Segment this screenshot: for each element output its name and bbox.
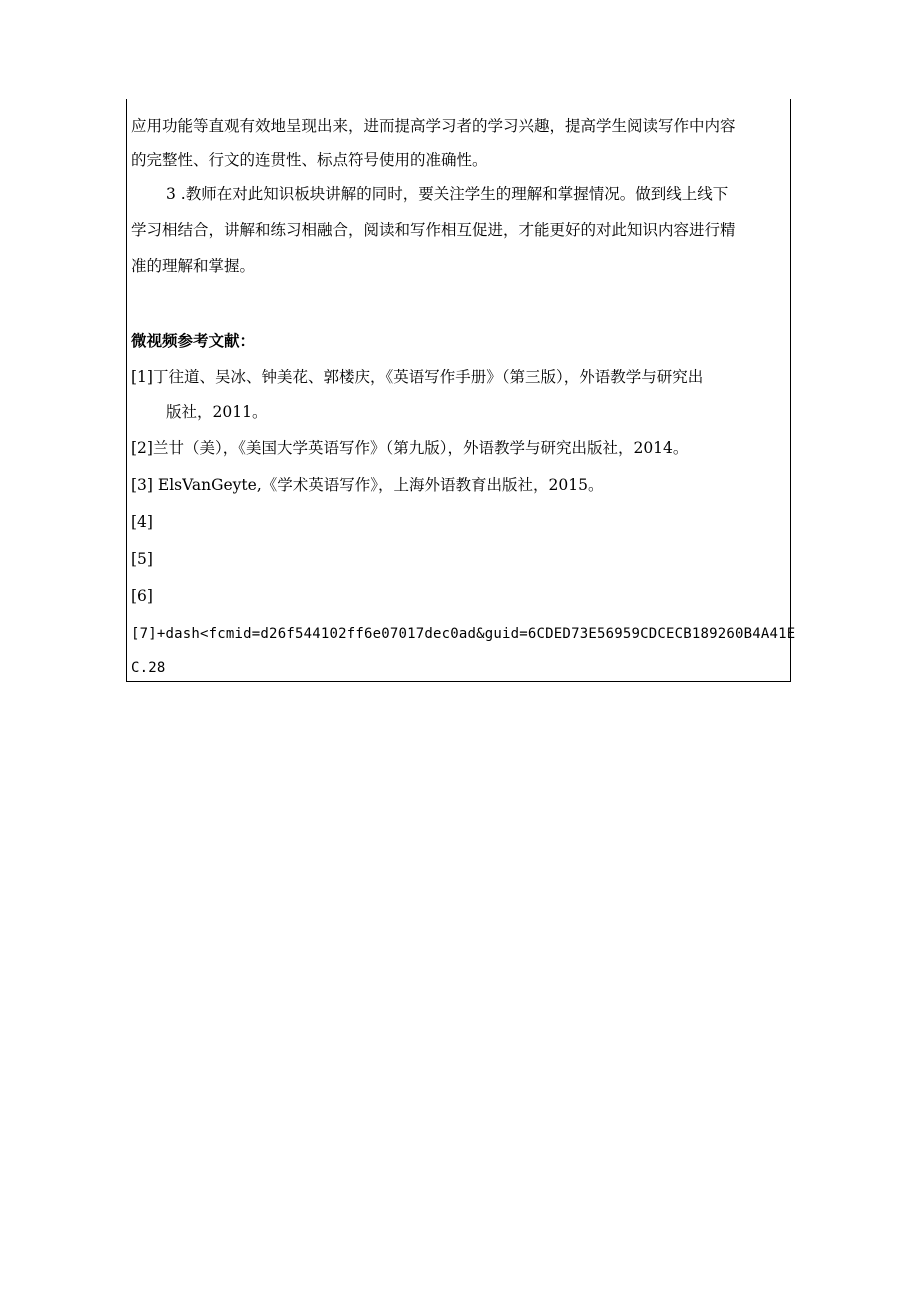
paragraph-line: 学习相结合，讲解和练习相融合，阅读和写作相互促进，才能更好的对此知识内容进行精: [131, 221, 736, 239]
reference-item: [5]: [131, 550, 153, 568]
paragraph-line: 应用功能等直观有效地呈现出来，进而提高学习者的学习兴趣，提高学生阅读写作中内容: [131, 117, 736, 135]
reference-item: [3] ElsVanGeyte,《学术英语写作》，上海外语教育出版社，2015。: [131, 476, 604, 494]
reference-item-continuation: C.28: [131, 660, 166, 676]
reference-item: [4]: [131, 513, 153, 531]
reference-item: [7]+dash<fcmid=d26f544102ff6e07017dec0ad&guid=6CDED73E56959CDCECB189260B4A41E: [131, 626, 796, 642]
reference-item: [1]丁往道、吴冰、钟美花、郭楼庆，《英语写作手册》（第三版），外语教学与研究出: [131, 368, 704, 386]
paragraph-line: 准的理解和掌握。: [131, 257, 256, 275]
references-heading: 微视频参考文献：: [131, 331, 256, 350]
paragraph-line: 的完整性、行文的连贯性、标点符号使用的准确性。: [131, 151, 488, 169]
reference-item-continuation: 版社，2011。: [166, 403, 268, 421]
paragraph-line: 3 .教师在对此知识板块讲解的同时，要关注学生的理解和掌握情况。做到线上线下: [166, 185, 729, 203]
reference-item: [2]兰廿（美），《美国大学英语写作》（第九版），外语教学与研究出版社，2014。: [131, 439, 689, 457]
reference-item: [6]: [131, 587, 153, 605]
